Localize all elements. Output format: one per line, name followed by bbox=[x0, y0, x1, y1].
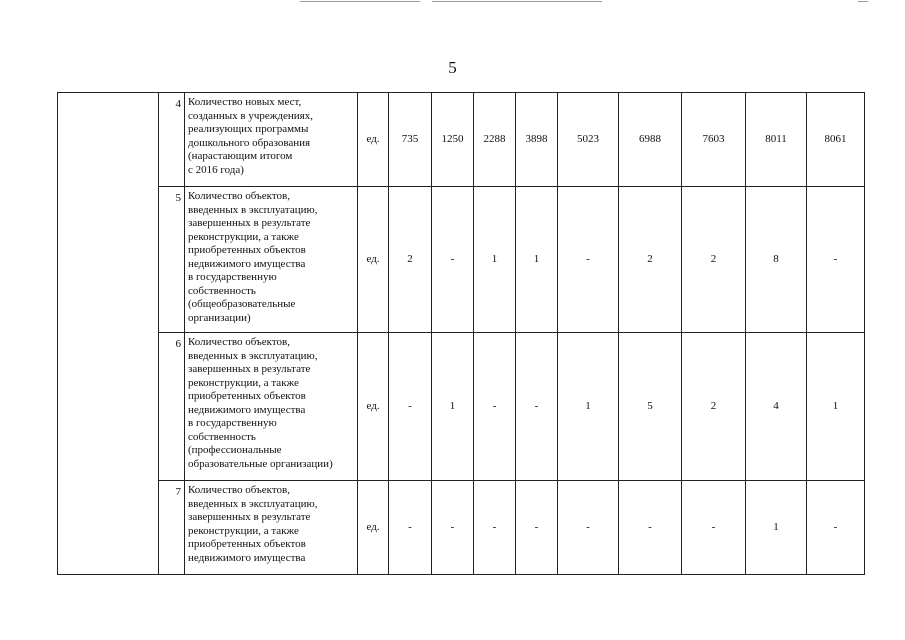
indicator-name-line: организации) bbox=[188, 311, 251, 324]
value-cell: 7603 bbox=[682, 93, 746, 187]
value-cell: 735 bbox=[389, 93, 432, 187]
scan-artifact-line bbox=[858, 1, 868, 2]
value-cell: 8 bbox=[746, 187, 807, 333]
indicator-name-line: введенных в эксплуатацию, bbox=[188, 497, 318, 510]
page-number: 5 bbox=[448, 58, 457, 77]
value-cell: 1 bbox=[746, 481, 807, 575]
value-cell: - bbox=[474, 481, 516, 575]
indicator-name-line: (профессиональные bbox=[188, 444, 282, 456]
indicator-name-line: приобретенных объектов bbox=[188, 538, 306, 550]
value-cell: 1 bbox=[474, 187, 516, 333]
value-cell: 5 bbox=[619, 333, 682, 481]
row-number: 4 bbox=[159, 93, 185, 187]
unit-cell: ед. bbox=[358, 187, 389, 333]
table-body bbox=[58, 93, 865, 575]
value-cell: 2288 bbox=[474, 93, 516, 187]
indicator-name-line: дошкольного образования bbox=[188, 136, 311, 149]
indicator-name-line: недвижимого имущества bbox=[188, 403, 306, 416]
table-row bbox=[58, 187, 865, 333]
value-cell: 1 bbox=[432, 333, 474, 481]
table-row bbox=[58, 481, 865, 575]
indicator-name-line: завершенных в результате bbox=[188, 511, 311, 523]
indicator-name-line: Количество новых мест, bbox=[188, 96, 302, 108]
row-number: 7 bbox=[159, 481, 185, 575]
indicator-name-line: недвижимого имущества bbox=[188, 551, 306, 564]
indicator-name-line: образовательные организации) bbox=[188, 457, 333, 470]
indicator-name-line: введенных в эксплуатацию, bbox=[188, 349, 318, 362]
indicator-name-line: реконструкции, а также bbox=[188, 524, 299, 537]
value-cell: - bbox=[389, 333, 432, 481]
indicator-name bbox=[185, 93, 358, 187]
value-cell: 2 bbox=[682, 333, 746, 481]
value-cell: - bbox=[389, 481, 432, 575]
value-cell: 3898 bbox=[516, 93, 558, 187]
value-cell: - bbox=[682, 481, 746, 575]
value-cell: 8061 bbox=[807, 93, 865, 187]
value-cell: - bbox=[807, 187, 865, 333]
indicator-name-line: созданных в учреждениях, bbox=[188, 109, 313, 122]
value-cell: 2 bbox=[619, 187, 682, 333]
value-cell: - bbox=[558, 187, 619, 333]
value-cell: 6988 bbox=[619, 93, 682, 187]
indicator-name-line: собственность bbox=[188, 284, 256, 297]
value-cell: 5023 bbox=[558, 93, 619, 187]
indicator-name bbox=[185, 333, 358, 481]
unit-cell: ед. bbox=[358, 481, 389, 575]
value-cell: 1250 bbox=[432, 93, 474, 187]
indicator-name-line: реконструкции, а также bbox=[188, 230, 299, 243]
indicator-name-line: недвижимого имущества bbox=[188, 257, 306, 270]
value-cell: 8011 bbox=[746, 93, 807, 187]
table-row bbox=[58, 93, 865, 187]
unit-cell: ед. bbox=[358, 93, 389, 187]
indicator-name-line: Количество объектов, bbox=[188, 484, 290, 496]
indicator-name-line: приобретенных объектов bbox=[188, 390, 306, 402]
program-name-cell bbox=[58, 93, 159, 575]
indicator-table bbox=[57, 92, 865, 575]
indicator-name-line: введенных в эксплуатацию, bbox=[188, 203, 318, 216]
row-number: 6 bbox=[159, 333, 185, 481]
value-cell: 2 bbox=[389, 187, 432, 333]
indicator-name-line: (общеобразовательные bbox=[188, 298, 296, 310]
value-cell: 4 bbox=[746, 333, 807, 481]
value-cell: 1 bbox=[558, 333, 619, 481]
value-cell: - bbox=[619, 481, 682, 575]
value-cell: - bbox=[516, 333, 558, 481]
value-cell: - bbox=[516, 481, 558, 575]
scan-artifact-line bbox=[300, 1, 420, 2]
indicator-name-line: реализующих программы bbox=[188, 123, 309, 135]
indicator-name bbox=[185, 481, 358, 575]
value-cell: - bbox=[558, 481, 619, 575]
value-cell: - bbox=[432, 481, 474, 575]
indicator-name-line: (нарастающим итогом bbox=[188, 150, 293, 162]
value-cell: 2 bbox=[682, 187, 746, 333]
value-cell: 1 bbox=[516, 187, 558, 333]
indicator-name-line: собственность bbox=[188, 430, 256, 443]
scan-artifact-line bbox=[432, 1, 602, 2]
indicator-name-line: Количество объектов, bbox=[188, 190, 290, 202]
indicator-name bbox=[185, 187, 358, 333]
row-number: 5 bbox=[159, 187, 185, 333]
indicator-name-line: приобретенных объектов bbox=[188, 244, 306, 256]
value-cell: 1 bbox=[807, 333, 865, 481]
indicator-name-line: с 2016 года) bbox=[188, 163, 244, 176]
value-cell: - bbox=[432, 187, 474, 333]
unit-cell: ед. bbox=[358, 333, 389, 481]
indicator-name-line: завершенных в результате bbox=[188, 363, 311, 375]
indicator-name-line: Количество объектов, bbox=[188, 336, 290, 348]
value-cell: - bbox=[807, 481, 865, 575]
indicator-name-line: реконструкции, а также bbox=[188, 376, 299, 389]
indicator-name-line: в государственную bbox=[188, 417, 277, 429]
indicator-name-line: завершенных в результате bbox=[188, 217, 311, 229]
table-row bbox=[58, 333, 865, 481]
value-cell: - bbox=[474, 333, 516, 481]
indicator-name-line: в государственную bbox=[188, 271, 277, 283]
